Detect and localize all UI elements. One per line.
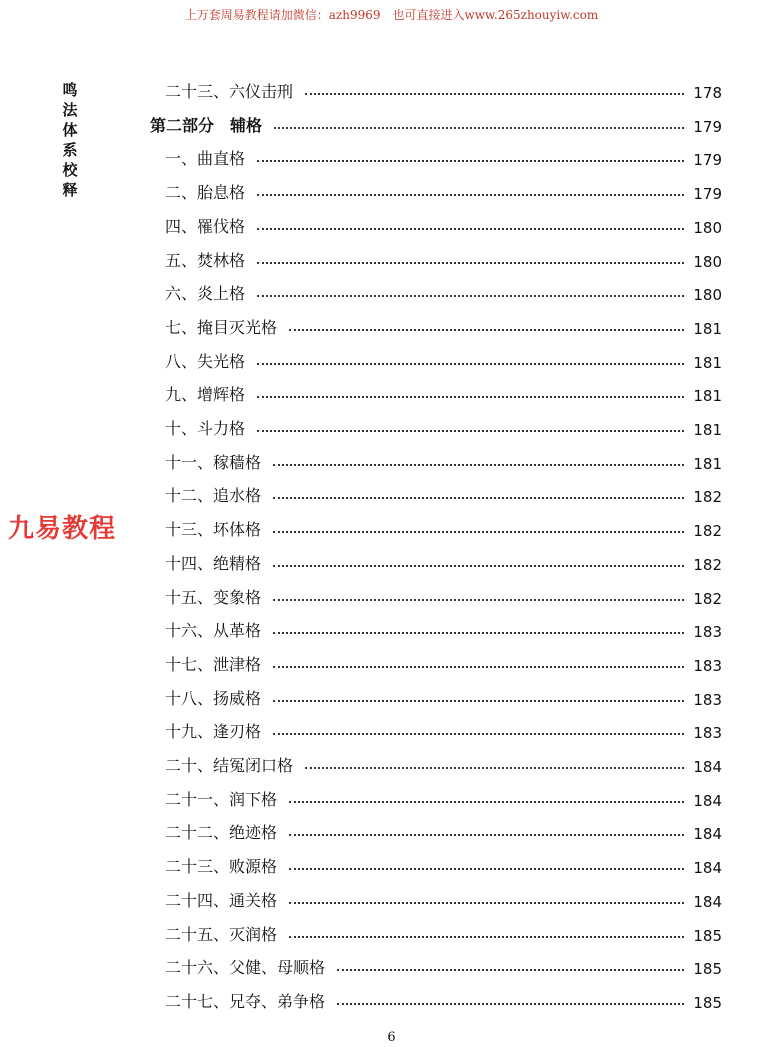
toc-leader-dots [289,936,684,938]
toc-entry[interactable] [0,315,783,341]
toc-entry-page: 181 [693,455,722,473]
toc-leader-dots [257,160,684,162]
toc-entry-title: 十四、绝精格 [165,554,262,573]
side-title-char: 释 [62,181,78,199]
page-number: 6 [387,1030,396,1045]
toc-entry-title: 二十六、父健、母顺格 [165,958,326,977]
toc-entry-title: 二十三、六仪击刑 [165,82,294,101]
toc-entry-title: 四、罹伐格 [165,217,246,236]
toc-entry[interactable] [0,180,783,206]
toc-entry-title: 二十七、兄夺、弟争格 [165,992,326,1011]
toc-entry-title: 第二部分 辅格 [150,116,263,135]
toc-leader-dots [257,396,684,398]
toc-leader-dots [257,194,684,196]
toc-entry-page: 179 [693,185,722,203]
toc-entry[interactable] [0,214,783,240]
toc-entry-page: 180 [693,286,722,304]
toc-entry-page: 182 [693,556,722,574]
toc-leader-dots [274,127,684,129]
toc-entry[interactable] [0,248,783,274]
toc-entry[interactable] [0,146,783,172]
toc-leader-dots [337,969,684,971]
toc-entry-page: 180 [693,253,722,271]
toc-entry-title: 十五、变象格 [165,588,262,607]
toc-entry[interactable] [0,989,783,1015]
toc-entry-page: 184 [693,758,722,776]
toc-leader-dots [305,93,684,95]
side-title-char: 法 [62,101,78,119]
toc-entry-title: 十八、扬威格 [165,689,262,708]
toc-entry-page: 179 [693,151,722,169]
toc-leader-dots [273,565,684,567]
toc-entry[interactable] [0,854,783,880]
toc-leader-dots [273,632,684,634]
toc-entry-title: 二十四、通关格 [165,891,278,910]
toc-entry-title: 八、失光格 [165,352,246,371]
toc-entry-title: 十三、坏体格 [165,520,262,539]
toc-entry[interactable] [0,787,783,813]
toc-entry-title: 十二、追水格 [165,486,262,505]
toc-entry[interactable] [0,922,783,948]
toc-entry-title: 七、掩目灭光格 [165,318,278,337]
toc-entry[interactable] [0,349,783,375]
toc-entry-page: 184 [693,893,722,911]
toc-entry-page: 183 [693,623,722,641]
toc-entry-title: 二十五、灭润格 [165,925,278,944]
toc-entry-page: 183 [693,691,722,709]
side-title-char: 体 [62,121,78,139]
toc-entry[interactable] [0,79,783,105]
toc-entry[interactable] [0,955,783,981]
toc-entry[interactable] [0,618,783,644]
toc-leader-dots [257,262,684,264]
toc-entry-page: 181 [693,421,722,439]
toc-entry[interactable] [0,585,783,611]
toc-leader-dots [273,599,684,601]
toc-entry-title: 十九、逢刃格 [165,722,262,741]
toc-leader-dots [273,464,684,466]
toc-leader-dots [289,329,684,331]
toc-entry-title: 十六、从革格 [165,621,262,640]
toc-entry[interactable] [0,551,783,577]
toc-entry[interactable] [0,888,783,914]
toc-entry[interactable] [0,483,783,509]
toc-entry[interactable] [0,719,783,745]
toc-entry-title: 二十二、绝迹格 [165,823,278,842]
toc-entry-page: 178 [693,84,722,102]
toc-entry-page: 184 [693,792,722,810]
toc-entry-title: 二十一、润下格 [165,790,278,809]
toc-leader-dots [273,666,684,668]
toc-leader-dots [273,531,684,533]
toc-entry[interactable] [0,686,783,712]
toc-entry[interactable] [0,382,783,408]
toc-leader-dots [273,497,684,499]
page-header-banner: 上万套周易教程请加微信：azh9969 也可直接进入www.265zhouyiw.com [184,8,599,22]
toc-entry-page: 185 [693,994,722,1012]
toc-entry[interactable] [0,450,783,476]
toc-entry[interactable] [0,753,783,779]
toc-entry-page: 183 [693,724,722,742]
toc-leader-dots [257,228,684,230]
toc-entry-page: 185 [693,927,722,945]
toc-leader-dots [289,834,684,836]
toc-entry-page: 181 [693,320,722,338]
toc-entry[interactable] [0,652,783,678]
toc-entry[interactable] [0,416,783,442]
toc-entry-title: 九、增辉格 [165,385,246,404]
toc-entry-page: 182 [693,488,722,506]
toc-entry[interactable] [0,517,783,543]
toc-leader-dots [289,801,684,803]
toc-leader-dots [337,1003,684,1005]
toc-leader-dots [289,868,684,870]
toc-leader-dots [257,363,684,365]
toc-entry-title: 六、炎上格 [165,284,246,303]
toc-leader-dots [257,430,684,432]
toc-entry-title: 二、胎息格 [165,183,246,202]
toc-entry-page: 181 [693,387,722,405]
toc-entry-page: 179 [693,118,722,136]
toc-leader-dots [305,767,684,769]
side-title-char: 校 [62,161,78,179]
toc-entry[interactable] [0,113,783,139]
toc-leader-dots [257,295,684,297]
toc-entry-title: 一、曲直格 [165,149,246,168]
toc-entry-page: 182 [693,522,722,540]
toc-entry-page: 180 [693,219,722,237]
toc-entry-page: 182 [693,590,722,608]
toc-entry-page: 184 [693,859,722,877]
toc-entry-page: 185 [693,960,722,978]
watermark-logo: 九易教程 [8,514,117,544]
side-title-char: 系 [62,141,78,159]
toc-entry-title: 二十、结冤闭口格 [165,756,294,775]
toc-leader-dots [273,700,684,702]
side-title-char: 鸣 [62,81,78,99]
toc-entry-title: 十七、泄津格 [165,655,262,674]
toc-entry-title: 二十三、败源格 [165,857,278,876]
toc-leader-dots [273,733,684,735]
toc-entry-page: 183 [693,657,722,675]
toc-leader-dots [289,902,684,904]
toc-entry-title: 十一、稼穑格 [165,453,262,472]
toc-entry[interactable] [0,820,783,846]
toc-entry-title: 十、斗力格 [165,419,246,438]
toc-entry-page: 181 [693,354,722,372]
toc-entry[interactable] [0,281,783,307]
toc-entry-title: 五、焚林格 [165,251,246,270]
toc-entry-page: 184 [693,825,722,843]
